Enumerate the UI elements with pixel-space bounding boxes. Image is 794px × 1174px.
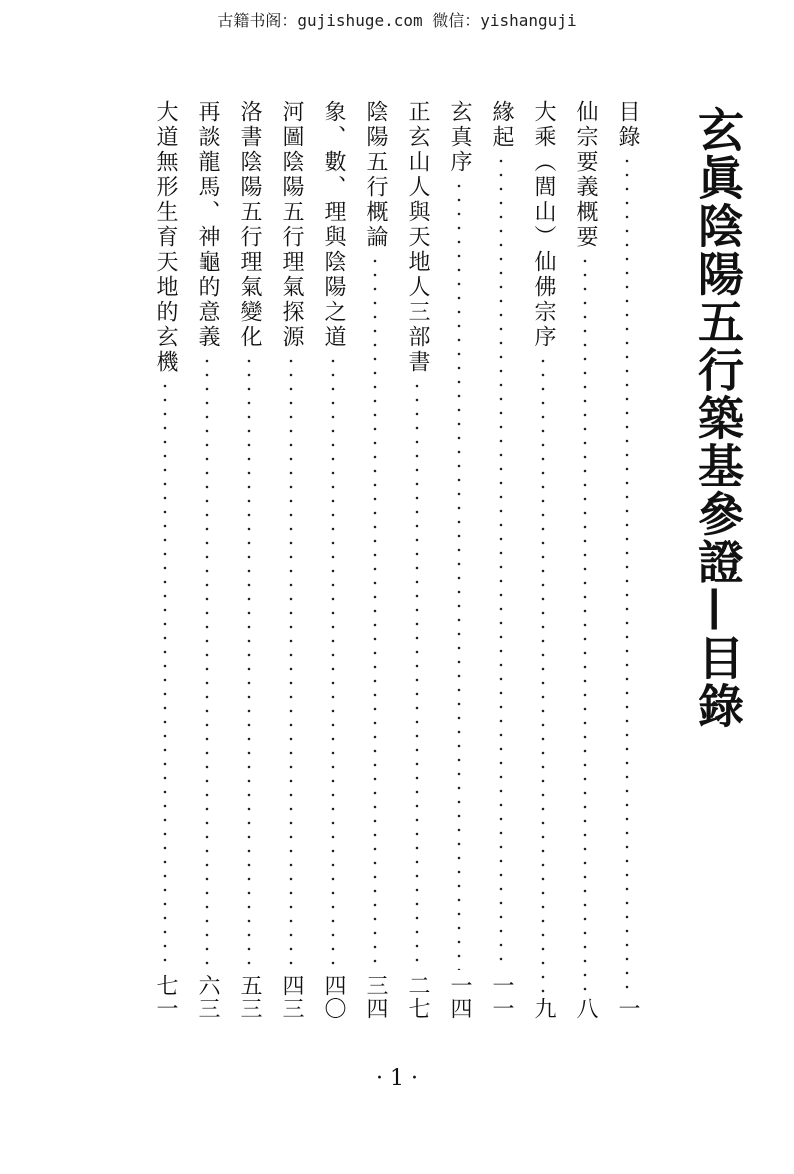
table-of-contents [128,100,648,1020]
toc-entry[interactable] [396,100,438,1020]
toc-entry-title: 大乘（閭山）仙佛宗序 [531,100,556,350]
toc-entry-title: 緣起 [489,100,514,150]
toc-entry-title: 河圖陰陽五行理氣探源 [279,100,304,350]
toc-entry-title: 大道無形生育天地的玄機 [153,100,178,375]
toc-entry-page: 六三 [195,974,220,1020]
toc-entry[interactable] [564,100,606,1020]
toc-entry-page: 五三 [237,974,262,1020]
dot-leader [373,254,377,970]
toc-entry-page: 二七 [405,974,430,1020]
toc-entry-page: 九 [531,997,556,1020]
toc-entry[interactable] [270,100,312,1020]
toc-entry-page: 四三 [279,974,304,1020]
page-number: · 1 · [376,1066,418,1091]
dot-leader [415,379,419,970]
dot-leader [247,354,251,970]
page-title: 玄眞陰陽五行築基參證—目錄 [691,106,745,730]
dot-leader [625,154,629,993]
toc-entry[interactable] [522,100,564,1020]
dot-leader [541,354,545,993]
toc-entry[interactable] [312,100,354,1020]
toc-entry[interactable] [144,100,186,1020]
toc-entry-title: 象、數、理與陰陽之道 [321,100,346,350]
toc-entry-title: 陰陽五行概論 [363,100,388,250]
toc-entry[interactable] [186,100,228,1020]
toc-entry[interactable] [480,100,522,1020]
dot-leader [499,154,503,970]
toc-entry-page: 八 [573,997,598,1020]
toc-entry-title: 玄真序 [447,100,472,175]
dot-leader [205,354,209,970]
toc-entry[interactable] [354,100,396,1020]
toc-entry-title: 目錄 [615,100,640,150]
toc-entry[interactable] [438,100,480,1020]
toc-entry-page: 七一 [153,974,178,1020]
toc-entry-title: 仙宗要義概要 [573,100,598,250]
toc-entry-title: 正玄山人與天地人三部書 [405,100,430,375]
toc-entry-page: 一一 [489,974,514,1020]
toc-entry-page: 三四 [363,974,388,1020]
toc-entry-page: 一 [615,997,640,1020]
dot-leader [583,254,587,993]
dot-leader [163,379,167,970]
toc-entry[interactable] [228,100,270,1020]
toc-entry-page: 一四 [447,974,472,1020]
dot-leader [457,179,461,970]
toc-entry-title: 洛書陰陽五行理氣變化 [237,100,262,350]
site-watermark-header: 古籍书阁：gujishuge.com 微信：yishanguji [217,11,577,30]
dot-leader [331,354,335,970]
toc-entry[interactable] [606,100,648,1020]
toc-entry-page: 四〇 [321,974,346,1020]
toc-entry-title: 再談龍馬、神龜的意義 [195,100,220,350]
dot-leader [289,354,293,970]
